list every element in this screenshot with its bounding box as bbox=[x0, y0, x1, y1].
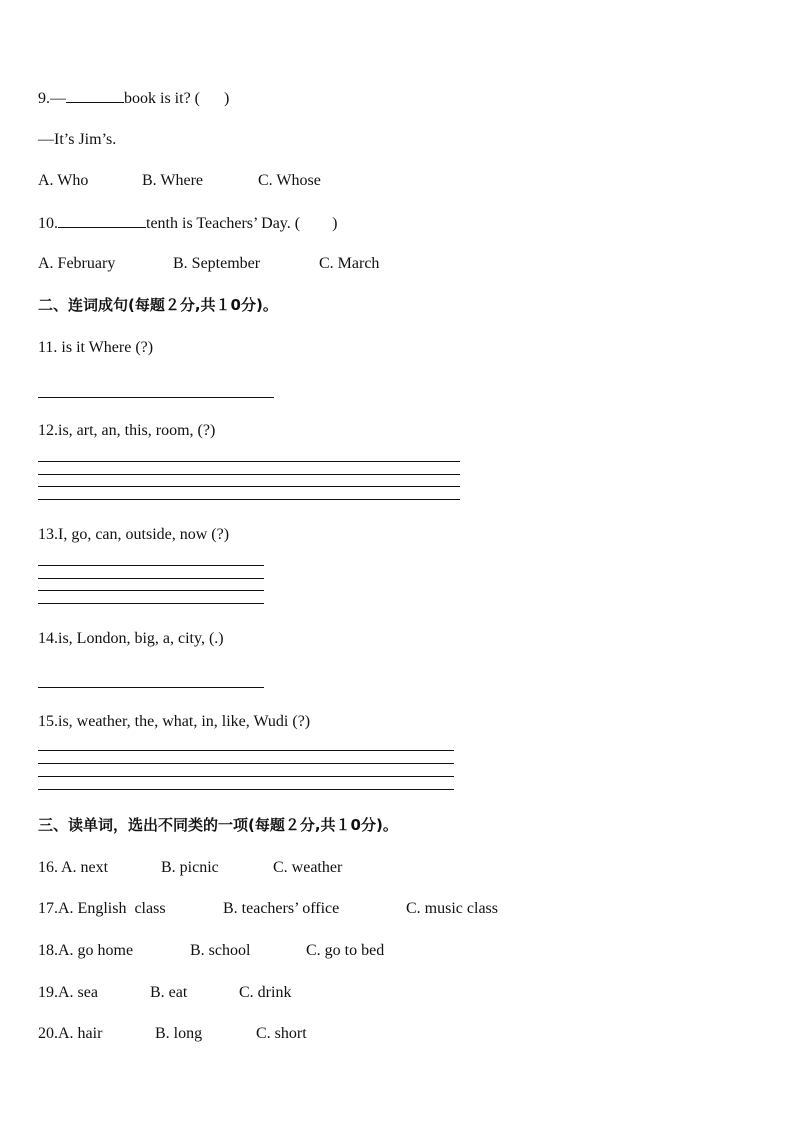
q9-blank[interactable] bbox=[66, 88, 124, 103]
q10-options bbox=[38, 254, 379, 274]
question-14-prompt: 14.is, London, big, a, city, (.) bbox=[38, 630, 224, 647]
q20-option-a[interactable]: A. hair bbox=[58, 1025, 103, 1042]
q13-answer-line-2[interactable] bbox=[38, 578, 264, 579]
question-11-prompt: 11. is it Where (?) bbox=[38, 339, 154, 356]
question-13-prompt: 13.I, go, can, outside, now (?) bbox=[38, 526, 230, 543]
q15-answer-line-2[interactable] bbox=[38, 763, 454, 764]
q12-answer-line-2[interactable] bbox=[38, 474, 460, 475]
q10-close-paren: ) bbox=[332, 215, 338, 232]
section-2-heading: 二、连词成句(每题２分,共１0分)。 bbox=[38, 296, 278, 314]
q18-number: 18. bbox=[38, 942, 58, 959]
q16-option-b[interactable]: B. picnic bbox=[161, 859, 219, 876]
section-3-heading: 三、读单词，选出不同类的一项(每题２分,共１0分)。 bbox=[38, 816, 398, 834]
question-16 bbox=[38, 858, 342, 878]
question-9 bbox=[38, 88, 229, 109]
question-15-prompt: 15.is, weather, the, what, in, like, Wudi (?) bbox=[38, 713, 311, 730]
q18-option-b[interactable]: B. school bbox=[190, 942, 251, 959]
question-18 bbox=[38, 941, 384, 961]
question-19 bbox=[38, 983, 291, 1003]
q17-option-a[interactable]: A. English class bbox=[58, 900, 166, 917]
q17-option-b[interactable]: B. teachers’ office bbox=[223, 900, 340, 917]
question-12-prompt: 12.is, art, an, this, room, (?) bbox=[38, 422, 216, 439]
q12-answer-line-3[interactable] bbox=[38, 486, 460, 487]
q16-option-a[interactable]: A. next bbox=[61, 859, 109, 876]
question-10 bbox=[38, 213, 337, 234]
q13-answer-line-4[interactable] bbox=[38, 603, 264, 604]
q10-stem: tenth is Teachers’ Day. ( bbox=[146, 215, 301, 232]
q13-answer-line-3[interactable] bbox=[38, 590, 264, 591]
q10-option-a[interactable]: A. February bbox=[38, 255, 116, 272]
q17-number: 17. bbox=[38, 900, 58, 917]
q10-blank[interactable] bbox=[58, 213, 146, 228]
q10-option-c[interactable]: C. March bbox=[319, 255, 380, 272]
q10-option-b[interactable]: B. September bbox=[173, 255, 261, 272]
q16-number: 16. bbox=[38, 859, 58, 876]
q9-option-c[interactable]: C. Whose bbox=[258, 172, 321, 189]
q19-number: 19. bbox=[38, 984, 58, 1001]
q20-option-c[interactable]: C. short bbox=[256, 1025, 307, 1042]
q9-options bbox=[38, 171, 321, 191]
question-17 bbox=[38, 899, 498, 919]
q15-answer-line-1[interactable] bbox=[38, 750, 454, 751]
q19-option-a[interactable]: A. sea bbox=[58, 984, 98, 1001]
q11-answer-line[interactable] bbox=[38, 397, 274, 398]
q15-answer-line-4[interactable] bbox=[38, 789, 454, 790]
q19-option-c[interactable]: C. drink bbox=[239, 984, 292, 1001]
q18-option-a[interactable]: A. go home bbox=[58, 942, 134, 959]
q9-option-a[interactable]: A. Who bbox=[38, 172, 89, 189]
q12-answer-line-1[interactable] bbox=[38, 461, 460, 462]
q17-option-c[interactable]: C. music class bbox=[406, 900, 498, 917]
question-20 bbox=[38, 1024, 307, 1044]
q18-option-c[interactable]: C. go to bed bbox=[306, 942, 385, 959]
q20-option-b[interactable]: B. long bbox=[155, 1025, 203, 1042]
q10-number: 10. bbox=[38, 215, 58, 232]
q13-answer-line-1[interactable] bbox=[38, 565, 264, 566]
q20-number: 20. bbox=[38, 1025, 58, 1042]
q9-reply: —It’s Jim’s. bbox=[38, 131, 117, 148]
q15-answer-line-3[interactable] bbox=[38, 776, 454, 777]
q14-answer-line[interactable] bbox=[38, 687, 264, 688]
q9-option-b[interactable]: B. Where bbox=[142, 172, 204, 189]
q19-option-b[interactable]: B. eat bbox=[150, 984, 188, 1001]
q12-answer-line-4[interactable] bbox=[38, 499, 460, 500]
q9-stem: book is it? ( bbox=[124, 90, 200, 107]
q16-option-c[interactable]: C. weather bbox=[273, 859, 343, 876]
q9-close-paren: ) bbox=[224, 90, 230, 107]
q9-number: 9.— bbox=[38, 90, 66, 107]
